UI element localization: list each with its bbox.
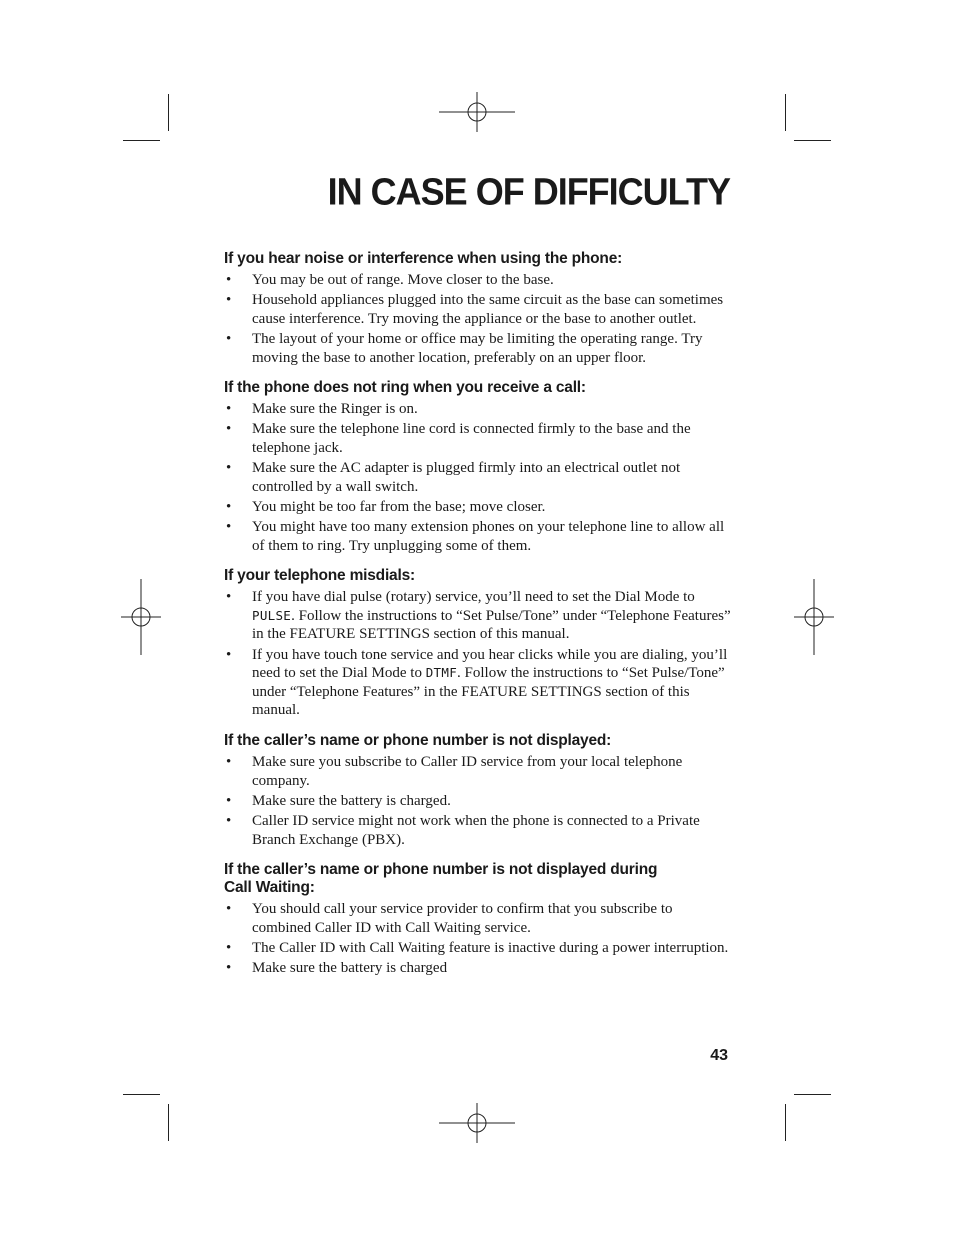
crop-mark	[785, 1104, 786, 1141]
lcd-text-dtmf: DTMF	[425, 665, 458, 681]
list-item: • Caller ID service might not work when the phone is connected to a Private Branch Exchange (PBX).	[224, 812, 734, 849]
page-title: IN CASE OF DIFFICULTY	[327, 169, 730, 213]
section-heading: If the caller’s name or phone number is not displayed:	[224, 732, 612, 750]
registration-mark-icon	[439, 1103, 515, 1143]
crop-mark	[123, 1094, 160, 1095]
section-noise-interference	[224, 250, 734, 367]
section-heading: If the caller’s name or phone number is not displayed during Call Waiting:	[224, 861, 658, 897]
registration-mark-icon	[121, 579, 161, 655]
list-item: • Make sure the telephone line cord is connected firmly to the base and the telephone jack.	[224, 420, 734, 457]
list-item: • Make sure the AC adapter is plugged firmly into an electrical outlet not controlled by a wall switch.	[224, 459, 734, 496]
crop-mark	[123, 140, 160, 141]
list-item: • You might have too many extension phones on your telephone line to allow all of them to ring. Try unplugging some of them.	[224, 518, 734, 555]
list-item: • Household appliances plugged into the same circuit as the base can sometimes cause interference. Try moving the appliance or the base to another outlet.	[224, 291, 734, 328]
page-number: 43	[710, 1047, 728, 1064]
section-caller-not-displayed	[224, 732, 734, 849]
list-item: • Make sure the battery is charged	[224, 959, 734, 978]
crop-mark	[168, 1104, 169, 1141]
registration-mark-icon	[794, 579, 834, 655]
crop-mark	[794, 1094, 831, 1095]
list-item: • If you have dial pulse (rotary) service, you’ll need to set the Dial Mode to PULSE. Follow the instructions to “Set Pulse/Tone” under “Telephone Features” in the FEATURE SETTINGS section of this manual.	[224, 588, 734, 644]
list-item: • If you have touch tone service and you hear clicks while you are dialing, you’ll need to set the Dial Mode to DTMF. Follow the instructions to “Set Pulse/Tone” under “Telephone Features” in the FEATURE SETTINGS section of this manual.	[224, 646, 734, 720]
bullet-list	[224, 271, 734, 367]
crop-mark	[168, 94, 169, 131]
bullet-list	[224, 588, 734, 720]
list-item: • Make sure you subscribe to Caller ID service from your local telephone company.	[224, 753, 734, 790]
bullet-list	[224, 753, 734, 849]
crop-mark	[794, 140, 831, 141]
section-heading: If the phone does not ring when you receive a call:	[224, 379, 586, 397]
troubleshooting-content	[224, 250, 734, 990]
section-no-ring	[224, 379, 734, 555]
crop-mark	[785, 94, 786, 131]
list-item: • Make sure the battery is charged.	[224, 792, 734, 811]
list-item: • The layout of your home or office may be limiting the operating range. Try moving the base to another location, preferably on an upper floor.	[224, 330, 734, 367]
section-heading: If you hear noise or interference when using the phone:	[224, 250, 623, 267]
bullet-list	[224, 900, 734, 978]
section-call-waiting	[224, 861, 734, 978]
list-item: • You might be too far from the base; move closer.	[224, 498, 734, 517]
section-misdials	[224, 567, 734, 720]
bullet-list	[224, 400, 734, 555]
list-item: • You may be out of range. Move closer to the base.	[224, 271, 734, 290]
list-item: • The Caller ID with Call Waiting feature is inactive during a power interruption.	[224, 939, 734, 958]
section-heading: If your telephone misdials:	[224, 567, 415, 585]
list-item: • Make sure the Ringer is on.	[224, 400, 734, 419]
lcd-text-pulse: PULSE	[252, 607, 292, 623]
list-item: • You should call your service provider to confirm that you subscribe to combined Caller ID with Call Waiting service.	[224, 900, 734, 937]
registration-mark-icon	[439, 92, 515, 132]
